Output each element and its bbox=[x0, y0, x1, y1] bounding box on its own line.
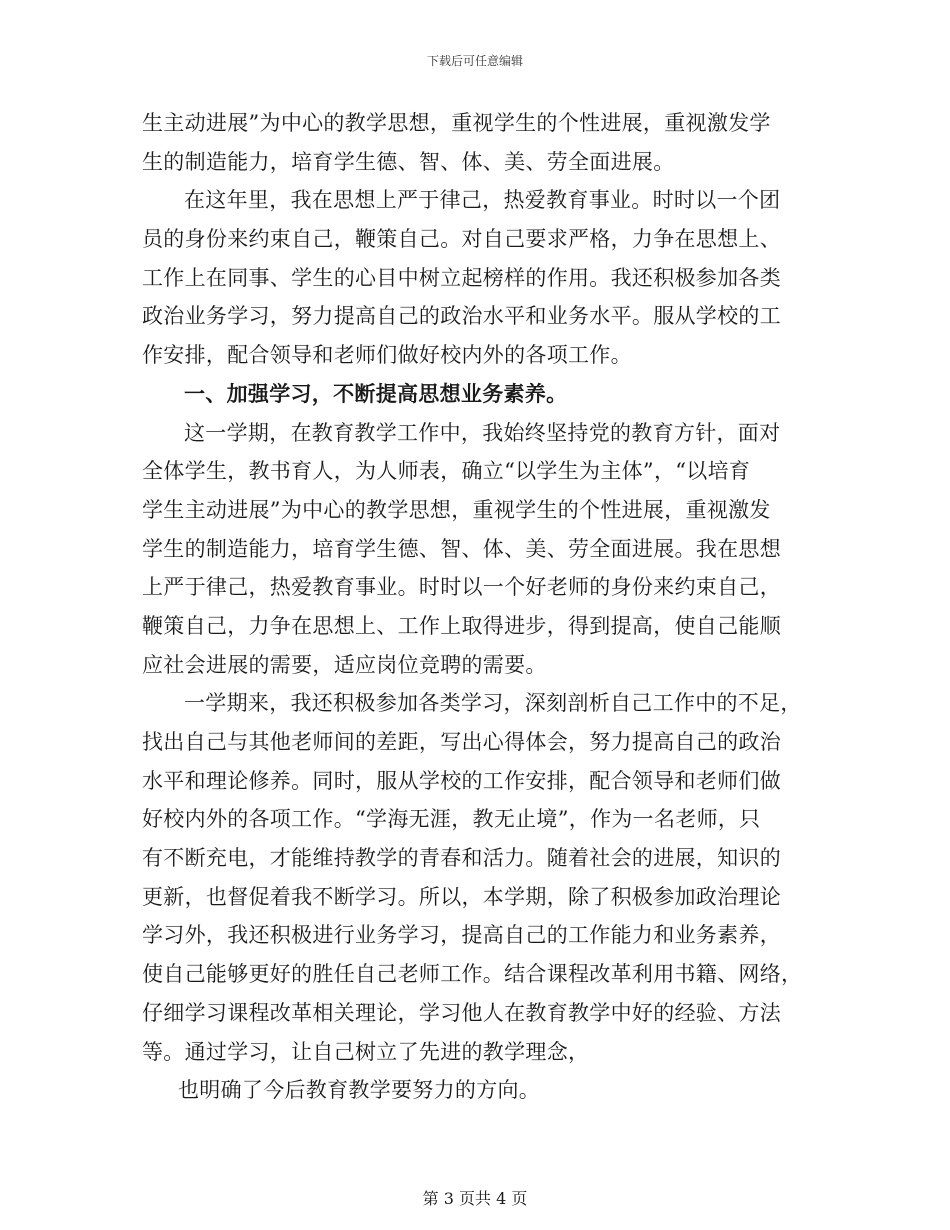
text-line: 学生主动进展”为中心的教学思想，重视学生的个性进展，重视激发 bbox=[142, 497, 771, 522]
text-line: 生的制造能力，培育学生德、智、体、美、劳全面进展。 bbox=[142, 149, 675, 174]
paragraph-start: 在这年里，我在思想上严于律己，热爱教育事业。时时以一个团 bbox=[184, 188, 781, 213]
text-line: 作安排，配合领导和老师们做好校内外的各项工作。 bbox=[142, 343, 632, 368]
text-line: 鞭策自己，力争在思想上、工作上取得进步，得到提高，使自己能顺 bbox=[142, 613, 781, 638]
document-body bbox=[142, 104, 802, 1110]
paragraph-start: 这一学期，在教育教学工作中，我始终坚持党的教育方针，面对 bbox=[184, 420, 781, 445]
text-line: 员的身份来约束自己，鞭策自己。对自己要求严格，力争在思想上、 bbox=[142, 227, 781, 252]
text-line: 等。通过学习，让自己树立了先进的教学理念， bbox=[142, 1039, 590, 1064]
section-heading: 一、加强学习，不断提高思想业务素养。 bbox=[184, 380, 568, 406]
text-line: 政治业务学习，努力提高自己的政治水平和业务水平。服从学校的工 bbox=[142, 304, 781, 329]
text-line: 仔细学习课程改革相关理论，学习他人在教育教学中好的经验、方法 bbox=[142, 1000, 781, 1025]
page-footer: 第 3 页共 4 页 bbox=[422, 1189, 528, 1208]
text-line: 水平和理论修养。同时，服从学校的工作安排，配合领导和老师们做 bbox=[142, 768, 781, 793]
text-line: 应社会进展的需要，适应岗位竞聘的需要。 bbox=[142, 652, 547, 677]
paragraph-start: 一学期来，我还积极参加各类学习，深刻剖析自己工作中的不足， bbox=[184, 691, 802, 716]
text-line: 生主动进展”为中心的教学思想，重视学生的个性进展，重视激发学 bbox=[142, 111, 771, 135]
text-line: 更新，也督促着我不断学习。所以，本学期，除了积极参加政治理论 bbox=[142, 884, 781, 909]
text-line: 工作上在同事、学生的心目中树立起榜样的作用。我还积极参加各类 bbox=[142, 265, 781, 290]
text-line: 有不断充电，才能维持教学的青春和活力。随着社会的进展，知识的 bbox=[142, 846, 781, 871]
text-line: 使自己能够更好的胜任自己老师工作。结合课程改革利用书籍、网络， bbox=[142, 962, 803, 987]
text-line: 找出自己与其他老师间的差距，写出心得体会，努力提高自己的政治 bbox=[142, 730, 781, 754]
page-header: 下载后可任意编辑 bbox=[426, 54, 523, 68]
text-line: 上严于律己，热爱教育事业。时时以一个好老师的身份来约束自己， bbox=[142, 575, 781, 600]
text-line: 学习外，我还积极进行业务学习，提高自己的工作能力和业务素养， bbox=[142, 923, 781, 948]
paragraph-start: 也明确了今后教育教学要努力的方向。 bbox=[178, 1078, 541, 1103]
text-line: 好校内外的各项工作。“学海无涯，教无止境”，作为一名老师，只 bbox=[142, 807, 761, 832]
text-line: 学生的制造能力，培育学生德、智、体、美、劳全面进展。我在思想 bbox=[142, 536, 781, 561]
text-line: 全体学生，教书育人，为人师表，确立“以学生为主体”，“以培育 bbox=[142, 459, 751, 484]
